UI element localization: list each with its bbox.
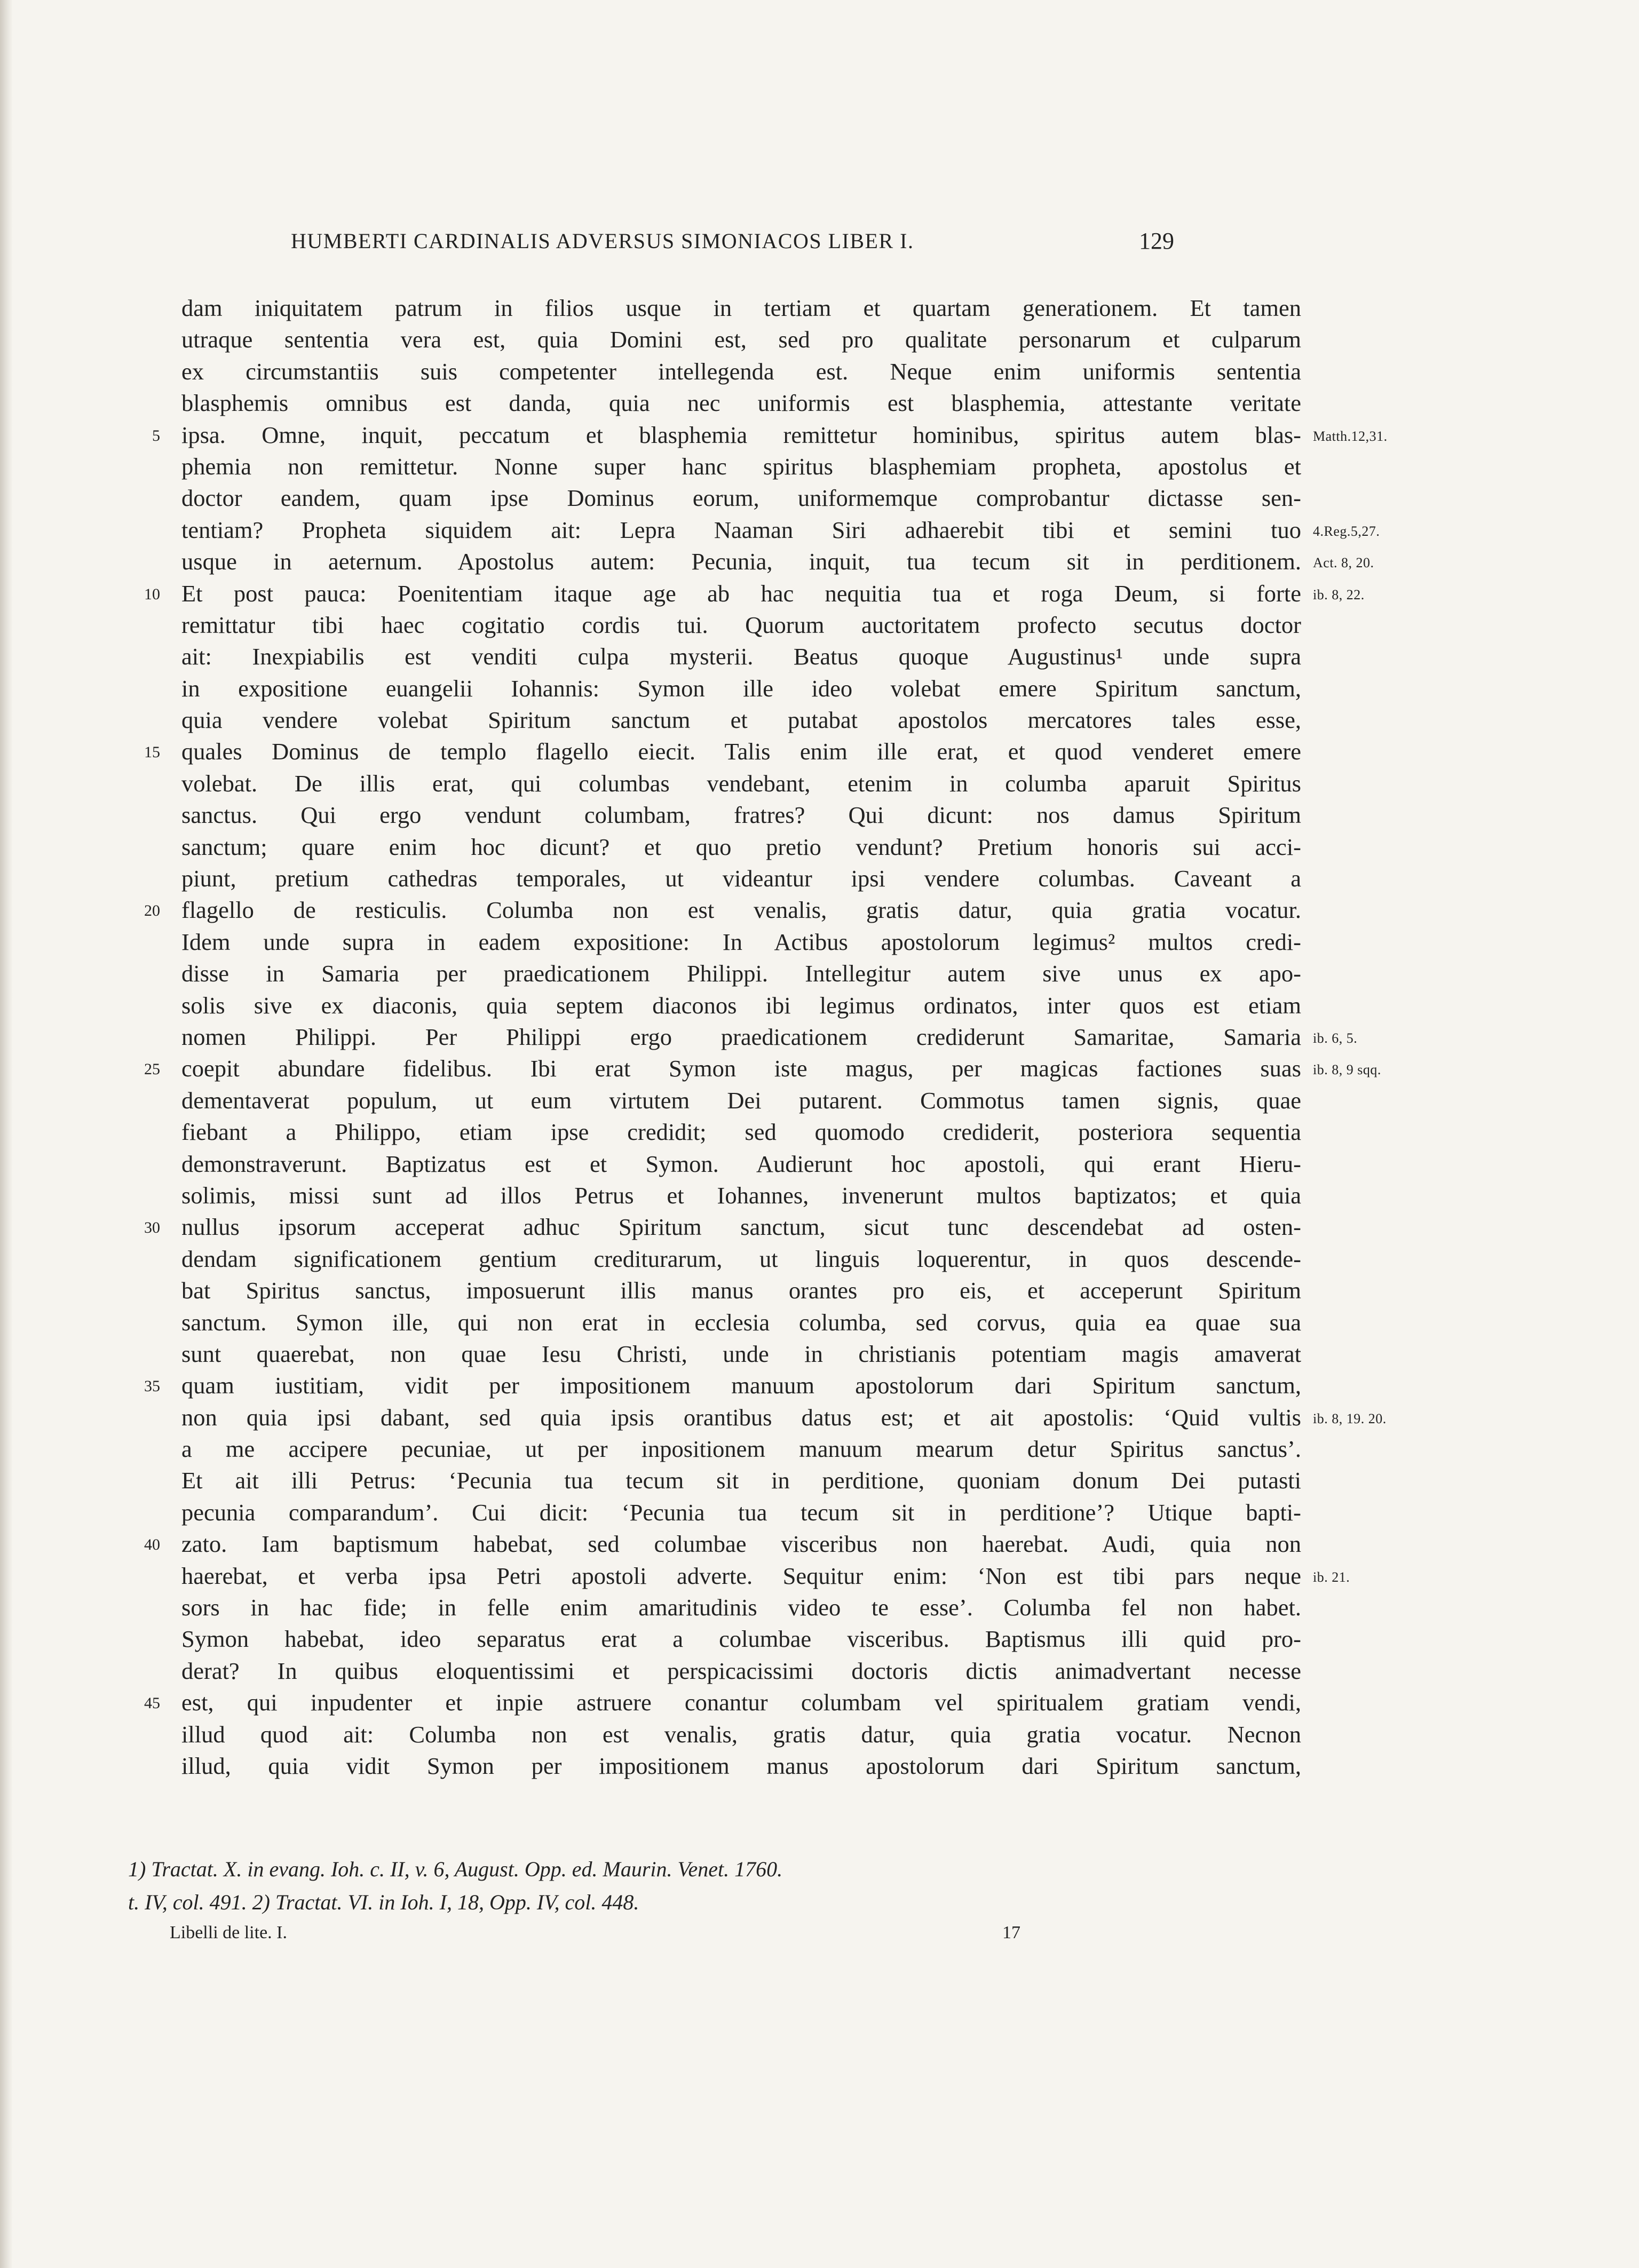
line-number: 35 <box>144 1377 160 1395</box>
line-text: ipsa. Omne, inquit, peccatum et blasphemia remittetur hominibus, spiritus autem blas- <box>181 421 1301 448</box>
text-line <box>128 514 1380 546</box>
line-text: nomen Philippi. Per Philippi ergo praedicationem crediderunt Samaritae, Samaria <box>181 1023 1301 1050</box>
line-text: non quia ipsi dabant, sed quia ipsis orantibus datus est; et ait apostolis: ‘Quid vultis <box>181 1403 1301 1431</box>
line-text: demonstraverunt. Baptizatus est et Symon. Audierunt hoc apostoli, qui erant Hieru- <box>181 1150 1301 1177</box>
text-line <box>128 704 1301 736</box>
line-number: 30 <box>144 1219 160 1237</box>
text-line <box>128 292 1301 324</box>
text-line <box>128 1402 1387 1433</box>
text-line <box>128 1243 1301 1275</box>
text-line <box>128 1085 1301 1116</box>
line-text: quales Dominus de templo flagello eiecit. Talis enim ille erat, et quod venderet emere <box>181 738 1301 765</box>
line-text: usque in aeternum. Apostolus autem: Pecunia, inquit, tua tecum sit in perditionem. <box>181 548 1301 575</box>
margin-reference: Matth.12,31. <box>1313 428 1388 444</box>
line-number: 5 <box>152 426 160 445</box>
line-text: sanctum. Symon ille, qui non erat in ecclesia columba, sed corvus, quia ea quae sua <box>181 1309 1301 1336</box>
margin-reference: ib. 8, 19. 20. <box>1313 1410 1387 1426</box>
text-line <box>128 419 1388 451</box>
line-text: tentiam? Propheta siquidem ait: Lepra Naaman Siri adhaerebit tibi et semini tuo <box>181 516 1301 543</box>
text-line <box>128 736 1301 767</box>
text-line <box>128 863 1301 894</box>
line-text: Symon habebat, ideo separatus erat a columbae visceribus. Baptismus illi quid pro- <box>181 1625 1301 1653</box>
line-text: sanctus. Qui ergo vendunt columbam, fratres? Qui dicunt: nos damus Spiritum <box>181 802 1301 829</box>
line-text: illud, quia vidit Symon per impositionem manus apostolorum dari Spiritum sanctum, <box>181 1752 1301 1779</box>
text-line <box>128 1211 1301 1243</box>
line-text: zato. Iam baptismum habebat, sed columbae visceribus non haerebat. Audi, quia non <box>181 1530 1301 1558</box>
text-line <box>128 546 1374 577</box>
running-header <box>291 228 1174 271</box>
line-text: remittatur tibi haec cogitatio cordis tui. Quorum auctoritatem profecto secutus doctor <box>181 611 1301 638</box>
margin-reference: ib. 6, 5. <box>1313 1030 1358 1046</box>
page-number: 129 <box>1139 228 1174 254</box>
text-line <box>128 894 1301 926</box>
text-line <box>128 673 1301 704</box>
footnote-line: t. IV, col. 491. 2) Tractat. VI. in Ioh. I, 18, Opp. IV, col. 448. <box>128 1890 639 1914</box>
running-title: HUMBERTI CARDINALIS ADVERSUS SIMONIACOS LIBER I. <box>291 229 914 253</box>
text-line <box>128 1021 1358 1053</box>
line-text: est, qui inpudenter et inpie astruere conantur columbam vel spiritualem gratiam vendi, <box>181 1689 1301 1716</box>
text-line <box>128 1687 1301 1718</box>
line-number: 20 <box>144 902 160 920</box>
line-text: sanctum; quare enim hoc dicunt? et quo pretio vendunt? Pretium honoris sui acci- <box>181 833 1301 860</box>
text-line <box>128 578 1365 609</box>
text-line <box>128 1338 1301 1370</box>
sheet-number: 17 <box>1002 1923 1020 1942</box>
text-line <box>128 451 1301 482</box>
line-text: Et ait illi Petrus: ‘Pecunia tua tecum sit in perditione, quoniam donum Dei putasti <box>181 1467 1301 1494</box>
text-line <box>128 1370 1301 1401</box>
line-text: dam iniquitatem patrum in filios usque in tertiam et quartam generationem. Et tamen <box>181 295 1301 321</box>
line-text: quam iustitiam, vidit per impositionem manuum apostolorum dari Spiritum sanctum, <box>181 1372 1301 1399</box>
line-text: fiebant a Philippo, etiam ipse credidit; sed quomodo crediderit, posteriora sequentia <box>181 1119 1301 1146</box>
text-line <box>128 1750 1301 1782</box>
text-line <box>128 387 1301 419</box>
line-text: a me accipere pecuniae, ut per inpositionem manuum mearum detur Spiritus sanctus’. <box>181 1436 1301 1463</box>
text-line <box>128 799 1301 831</box>
text-line <box>128 1719 1301 1750</box>
line-text: dendam significationem gentium crediturarum, ut linguis loquerentur, in quos descende- <box>181 1245 1301 1272</box>
text-line <box>128 831 1301 863</box>
page-footer <box>170 1923 1024 1955</box>
line-text: blasphemis omnibus est danda, quia nec uniformis est blasphemia, attestante veritate <box>181 390 1301 417</box>
text-line <box>128 1592 1301 1623</box>
line-number: 45 <box>144 1694 160 1712</box>
line-text: derat? In quibus eloquentissimi et perspicacissimi doctoris dictis animadvertant necesse <box>181 1657 1301 1684</box>
page-edge-shadow <box>0 0 13 2268</box>
line-text: ait: Inexpiabilis est venditi culpa mysterii. Beatus quoque Augustinus¹ unde supra <box>181 643 1301 670</box>
text-line <box>128 641 1301 672</box>
line-text: bat Spiritus sanctus, imposuerunt illis manus orantes pro eis, et acceperunt Spiritum <box>181 1277 1301 1304</box>
line-text: coepit abundare fidelibus. Ibi erat Symon iste magus, per magicas factiones suas <box>181 1055 1301 1082</box>
margin-reference: ib. 8, 22. <box>1313 586 1365 602</box>
footnotes <box>128 1853 1302 1919</box>
text-line <box>128 609 1301 641</box>
text-line <box>128 1560 1350 1592</box>
line-text: volebat. De illis erat, qui columbas vendebant, etenim in columba aparuit Spiritus <box>181 770 1301 797</box>
margin-reference: ib. 21. <box>1313 1569 1350 1585</box>
line-text: dementaverat populum, ut eum virtutem Dei putarent. Commotus tamen signis, quae <box>181 1087 1301 1114</box>
line-number: 15 <box>144 743 160 762</box>
text-line <box>128 1433 1301 1465</box>
line-text: sors in hac fide; in felle enim amaritudinis video te esse’. Columba fel non habet. <box>181 1594 1301 1621</box>
text-line <box>128 1275 1301 1306</box>
line-text: in expositione euangelii Iohannis: Symon ille ideo volebat emere Spiritum sanctum, <box>181 675 1301 702</box>
text-line <box>128 926 1301 958</box>
text-line <box>128 1307 1301 1338</box>
text-line <box>128 1148 1301 1180</box>
line-text: doctor eandem, quam ipse Dominus eorum, uniformemque comprobantur dictasse sen- <box>181 485 1301 512</box>
text-line <box>128 1116 1301 1148</box>
line-text: flagello de resticulis. Columba non est venalis, gratis datur, quia gratia vocatur. <box>181 897 1301 924</box>
line-number: 40 <box>144 1536 160 1554</box>
text-line <box>128 768 1301 799</box>
main-text <box>128 292 1388 1782</box>
line-text: Idem unde supra in eadem expositione: In Actibus apostolorum legimus² multos credi- <box>181 928 1301 955</box>
line-text: solis sive ex diaconis, quia septem diaconos ibi legimus ordinatos, inter quos est etiam <box>181 992 1301 1019</box>
line-text: Et post pauca: Poenitentiam itaque age ab hac nequitia tua et roga Deum, si forte <box>181 580 1301 607</box>
line-text: solimis, missi sunt ad illos Petrus et Iohannes, invenerunt multos baptizatos; et quia <box>181 1181 1301 1209</box>
text-line <box>128 356 1301 387</box>
text-line <box>128 990 1301 1021</box>
sheet-signature: Libelli de lite. I. <box>170 1923 287 1942</box>
line-text: pecunia comparandum’. Cui dicit: ‘Pecunia tua tecum sit in perditione’? Utique bapti- <box>181 1498 1301 1526</box>
line-text: haerebat, et verba ipsa Petri apostoli adverte. Sequitur enim: ‘Non est tibi pars neque <box>181 1562 1301 1589</box>
line-text: piunt, pretium cathedras temporales, ut videantur ipsi vendere columbas. Caveant a <box>181 865 1301 892</box>
text-line <box>128 1497 1301 1528</box>
text-line <box>128 1465 1301 1496</box>
line-text: sunt quaerebat, non quae Iesu Christi, unde in christianis potentiam magis amaverat <box>181 1340 1301 1367</box>
text-line <box>128 1528 1301 1560</box>
text-line <box>128 958 1301 989</box>
line-text: illud quod ait: Columba non est venalis, gratis datur, quia gratia vocatur. Necnon <box>181 1720 1301 1748</box>
text-line <box>128 482 1301 514</box>
line-text: quia vendere volebat Spiritum sanctum et putabat apostolos mercatores tales esse, <box>181 707 1301 734</box>
text-line <box>128 1053 1381 1084</box>
line-number: 10 <box>144 585 160 603</box>
line-text: disse in Samaria per praedicationem Philippi. Intellegitur autem sive unus ex apo- <box>181 960 1301 987</box>
line-text: nullus ipsorum acceperat adhuc Spiritum sanctum, sicut tunc descendebat ad osten- <box>181 1214 1301 1241</box>
text-line <box>128 1180 1301 1211</box>
line-text: phemia non remittetur. Nonne super hanc spiritus blasphemiam propheta, apostolus et <box>181 453 1301 480</box>
footnote-line: 1) Tractat. X. in evang. Ioh. c. II, v. 6, August. Opp. ed. Maurin. Venet. 1760. <box>128 1857 783 1881</box>
line-text: utraque sententia vera est, quia Domini est, sed pro qualitate personarum et culparum <box>181 326 1301 353</box>
margin-reference: Act. 8, 20. <box>1313 555 1374 571</box>
text-line <box>128 1655 1301 1687</box>
line-text: ex circumstantiis suis competenter intellegenda est. Neque enim uniformis sententia <box>181 358 1301 385</box>
text-line <box>128 324 1301 355</box>
line-number: 25 <box>144 1060 160 1079</box>
margin-reference: 4.Reg.5,27. <box>1313 523 1380 539</box>
margin-reference: ib. 8, 9 sqq. <box>1313 1062 1381 1078</box>
text-line <box>128 1623 1301 1655</box>
